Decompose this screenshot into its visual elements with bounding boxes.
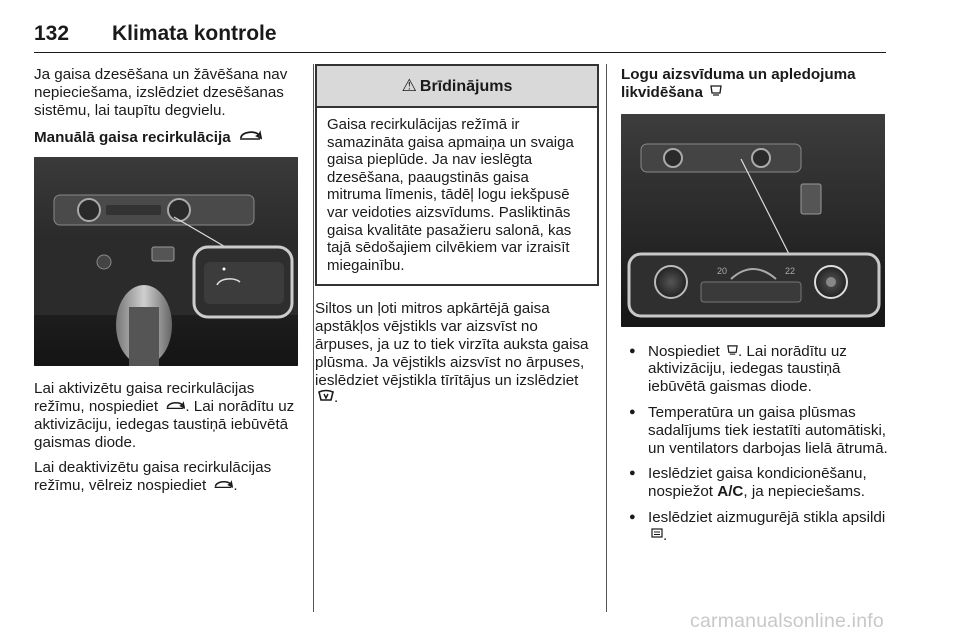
intro-paragraph: Ja gaisa dzesēšana un žāvēšana nav nepieciešama, izslēdziet dzesēšanas sistēmu, lai taupītu degvielu. [34, 66, 288, 119]
page-title: Klimata kontrole [112, 22, 277, 45]
watermark: carmanualsonline.info [690, 610, 884, 632]
text-span: Siltos un ļoti mitros apkārtējā gaisa apstākļos vējstikls var aizsvīst no ārpuses, ja uz to tiek virzīta auksta gaisa plūsma. Ja vējstikls aizsvīst no ārpuses, ieslēdziet vējstikla tīrītājus un izslēdziet [315, 300, 589, 389]
warning-box [315, 64, 599, 286]
text-span: . Lai norādītu uz aktivizāciju, iedegas taustiņā iebūvētā gaismas diode. [648, 342, 847, 396]
recirculation-icon [213, 478, 233, 493]
heading-text: Logu aizsvīduma un apledojuma likvidēšana [621, 66, 856, 101]
activate-paragraph [34, 380, 302, 451]
recirculation-button-photo [34, 157, 298, 366]
text-span: Lai aktivizētu gaisa recirkulācijas režīmu, nospiediet [34, 380, 255, 415]
list-item [621, 343, 889, 396]
text-span: . [233, 477, 238, 495]
rear-window-heating-icon [651, 528, 663, 543]
text-span: Nospiediet [648, 342, 724, 360]
column-middle [315, 66, 598, 415]
column-divider [606, 64, 607, 612]
heading-text: Manuālā gaisa recirkulācija [34, 129, 231, 147]
list-item [621, 465, 889, 501]
text-span: . Lai norādītu uz aktivizāciju, iedegas taustiņā iebūvētā gaismas diode. [34, 397, 295, 451]
panel-temp-left: 20 [717, 265, 728, 276]
windshield-paragraph [315, 300, 595, 407]
deactivate-paragraph [34, 459, 302, 495]
ac-label: A/C [717, 483, 744, 501]
warning-body: Gaisa recirkulācijas režīmā ir samazināta gaisa apmaiņa un svaiga gaisa pieplūde. Ja nav ieslēgta dzesēšana, paaugstinās gaisa mitruma līmenis, tādēļ logu iekšpusē var veidoties aizsvīdums. Pasliktinās gaisa kvalitāte pasažieru salonā, kas tajā sēdošajiem cilvēkiem var izraisīt miegainību. [327, 116, 574, 274]
text-span: Ieslēdziet aizmugurējā stikla apsildi [648, 508, 886, 526]
list-item: ● Temperatūra un gaisa plūsmas sadalījums tiek iestatīti automātiski, un ventilators darbojas lielā ātrumā. [621, 404, 889, 457]
defog-control-panel-photo [621, 114, 885, 327]
column-left [34, 66, 302, 503]
text-span: . [663, 526, 668, 544]
text-span: , ja nepieciešams. [743, 483, 865, 501]
page-header [34, 20, 886, 53]
warning-title: Brīdinājums [419, 78, 513, 95]
text-span: . [334, 389, 339, 407]
section-heading-defog [621, 66, 889, 102]
defog-icon [727, 344, 738, 359]
recirculation-icon [165, 399, 185, 414]
panel-temp-right: 22 [785, 265, 796, 276]
column-right [621, 66, 889, 553]
section-heading-recirculation [34, 129, 302, 147]
defog-icon [710, 85, 722, 100]
column-divider [313, 64, 314, 612]
warning-header [317, 66, 597, 108]
text-span: Ieslēdziet gaisa kondicionēšanu, nospiežot [648, 465, 867, 501]
recirculation-icon [238, 130, 262, 145]
windshield-defrost-icon [318, 390, 334, 405]
text-span: Lai deaktivizētu gaisa recirkulācijas režīmu, vēlreiz nospiediet [34, 459, 272, 495]
list-item [621, 509, 889, 545]
warning-triangle-icon: ⚠ [401, 76, 417, 95]
defog-steps-list [621, 343, 889, 545]
page-number: 132 [34, 22, 70, 45]
